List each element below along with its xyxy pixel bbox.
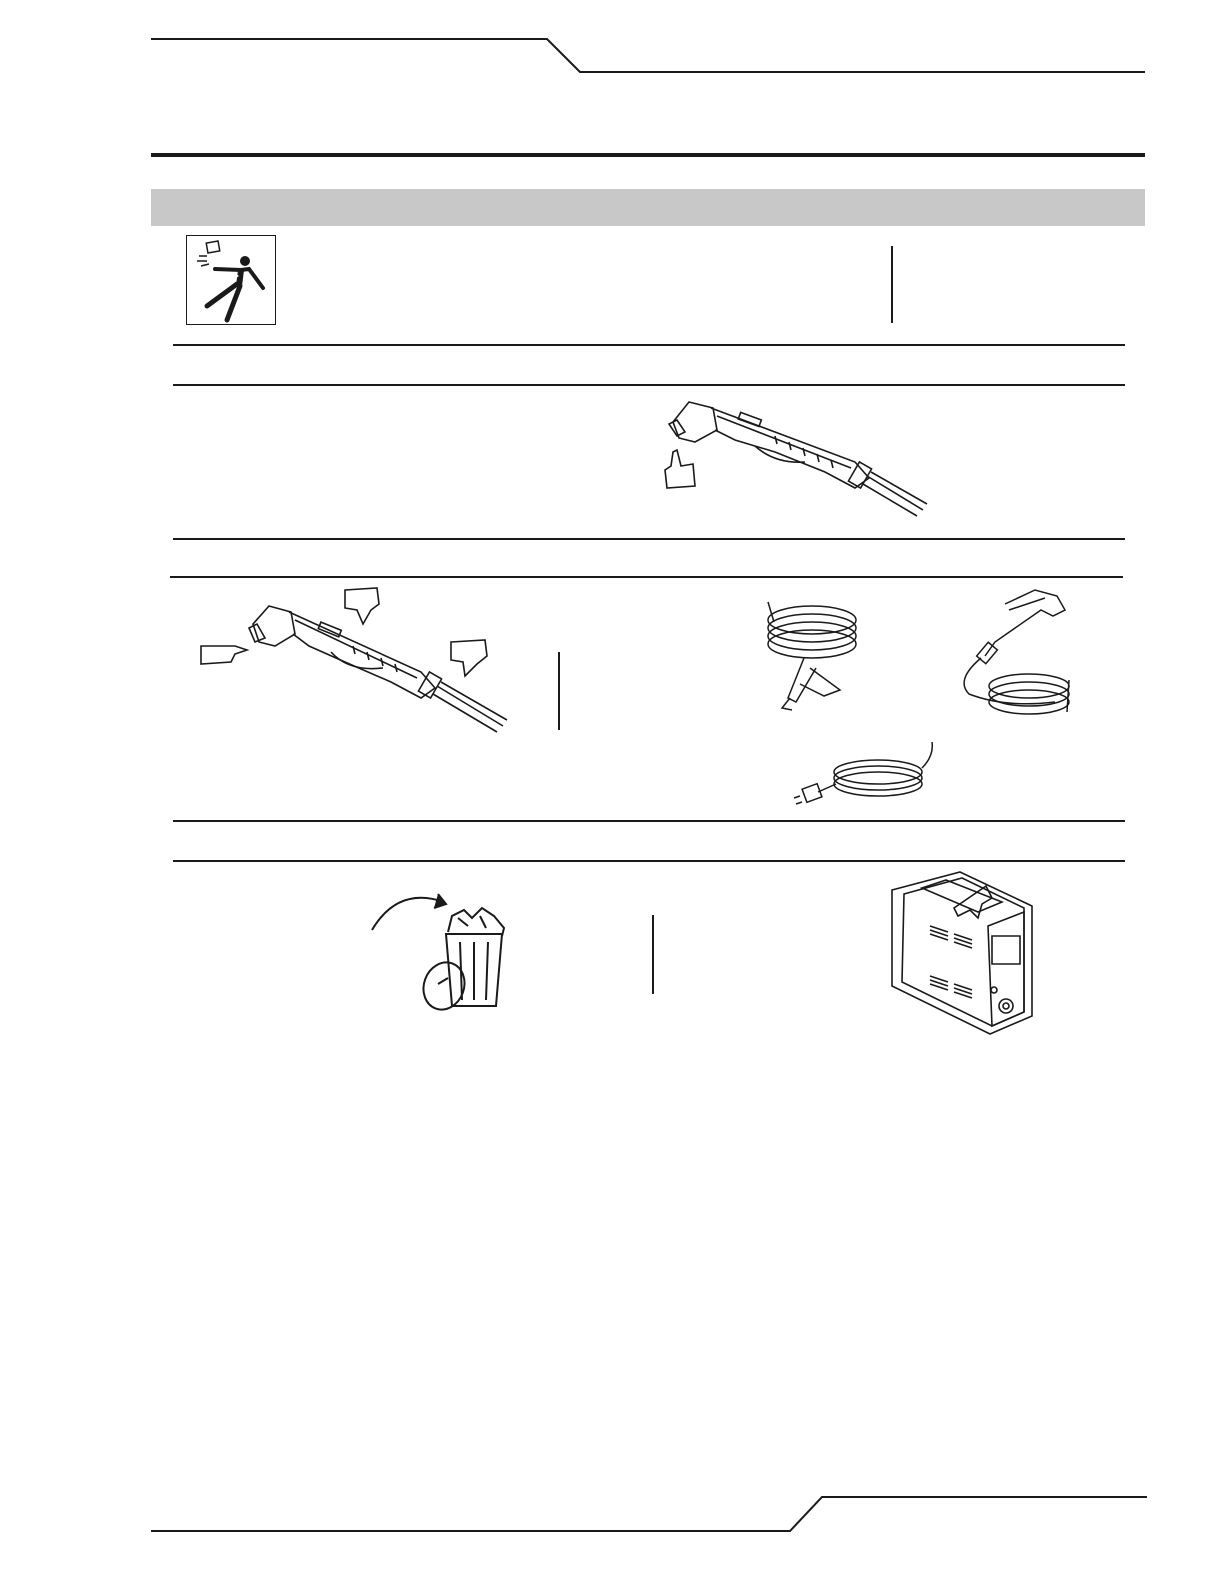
column-divider (558, 652, 560, 730)
header-rule (0, 0, 1224, 80)
section-heading-bar (151, 189, 1145, 226)
plasma-power-supply-unit (882, 866, 1042, 1036)
row-rule (170, 576, 1123, 578)
plasma-torch-with-pointing-hand (655, 392, 935, 522)
title-rule (151, 153, 1145, 157)
column-divider (891, 246, 893, 323)
trash-can-with-arrow (368, 888, 518, 1018)
row-rule (173, 344, 1125, 346)
row-rule (173, 384, 1125, 386)
column-divider (652, 915, 654, 994)
row-rule (173, 860, 1125, 862)
row-rule (173, 820, 1125, 822)
footer-rule (0, 1490, 1224, 1550)
electric-shock-hazard-icon (186, 235, 276, 325)
row-rule (173, 538, 1125, 540)
coiled-power-cord-with-plug (790, 738, 940, 810)
coiled-torch-lead (945, 584, 1085, 720)
coiled-work-cable-with-clamp (760, 592, 870, 714)
plasma-torch-with-three-pointing-hands (195, 584, 515, 744)
